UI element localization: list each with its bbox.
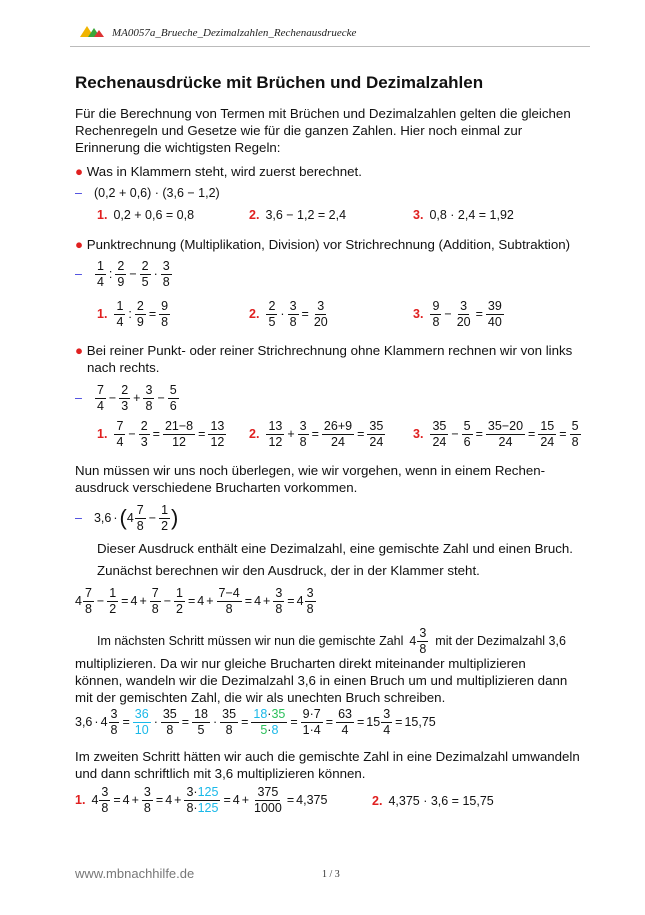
example-3-step-3: 3. $\frac{35}{24}$ − $\frac{5}{6}$ = $\frac{35-20}{24}$ = $\frac{15}{24}$ = $\frac{5}{8}$ xyxy=(413,419,579,449)
example-3-task: – $\frac{7}{4}$ − $\frac{2}{3}$ + $\frac{3}{8}$ − $\frac{5}{6}$ xyxy=(75,383,177,413)
example-2-step-1: 1. $\frac{1}{4}$ : $\frac{2}{9}$ = $\frac{9}{8}$ xyxy=(97,299,169,329)
rule-2: ● Punktrechnung (Multiplikation, Division) vor Strichrechnung (Addition, Subtraktion) xyxy=(75,237,571,252)
example-2-step-2: 2. $\frac{2}{5}$ · $\frac{3}{8}$ = $\frac{3}{20}$ xyxy=(249,299,328,329)
example-2-task: – $\frac{1}{4}$ : $\frac{2}{9}$ − $\frac{2}{5}$ · $\frac{3}{8}$ xyxy=(75,259,170,289)
explain-4: multiplizieren. Da wir nur gleiche Brucharten direkt miteinander multiplizieren können, wandeln wir die Dezimalzahl 3,6 in einen Bruch um und multiplizieren dann mit der gemischten Zahl, die wir als unechten Bruch schreiben. xyxy=(75,656,568,705)
explain-2: Zunächst berechnen wir den Ausdruck, der in der Klammer steht. xyxy=(97,563,480,578)
example-1-step-3: 3. 0,8 · 2,4 = 1,92 xyxy=(413,208,514,222)
example-3-step-2: 2. $\frac{13}{12}$ + $\frac{3}{8}$ = $\frac{26+9}{24}$ = $\frac{35}{24}$ xyxy=(249,419,384,449)
page-number: 1 / 3 xyxy=(322,869,340,880)
example-1-task: – (0,2 + 0,6) · (3,6 − 1,2) xyxy=(75,186,220,200)
header-divider xyxy=(70,46,590,47)
example-1-step-2: 2. 3,6 − 1,2 = 2,4 xyxy=(249,208,347,222)
example-2-step-3: 3. $\frac{9}{8}$ − $\frac{3}{20}$ = $\frac{39}{40}$ xyxy=(413,299,502,329)
footer-website[interactable]: www.mbnachhilfe.de xyxy=(75,866,195,881)
multiplication-calculation: 3,6 · 4 $\frac{3}{8}$ = $\frac{36}{10}$ · $\frac{35}{8}$ = $\frac{18}{5}$ · $\frac{35}{8}$ = $\frac{18\cdot 35}{5\cdot 8}$ = $\frac{9\cdot 7}{1\cdot 4}$ = $\frac{63}{4}$ = 15 $\frac{3}{4}$ = 15,75 xyxy=(75,707,436,737)
explain-5: Im zweiten Schritt hätten wir auch die gemischte Zahl in eine Dezimalzahl umwandeln und dann schriftlich mit 3,6 multiplizieren können. xyxy=(75,749,580,781)
page-title: Rechenausdrücke mit Brüchen und Dezimalzahlen xyxy=(75,73,484,92)
document-id: MA0057a_Brueche_Dezimalzahlen_Rechenausdruecke xyxy=(112,27,357,39)
rule-1: ● Was in Klammern steht, wird zuerst berechnet. xyxy=(75,164,362,179)
bracket-calculation: 4 $\frac{7}{8}$ − $\frac{1}{2}$ = 4 + $\frac{7}{8}$ − $\frac{1}{2}$ = 4 + $\frac{7-4}{8}$ = 4 + $\frac{3}{8}$ = 4 $\frac{3}{8}$ xyxy=(75,586,314,616)
decimal-step-2: 2. 4,375 · 3,6 = 15,75 xyxy=(372,794,494,808)
example-4-task: – 3,6 · ( 4 $\frac{7}{8}$ − $\frac{1}{2}$ ) xyxy=(75,503,179,533)
intro-paragraph: Für die Berechnung von Termen mit Brüchen und Dezimalzahlen gelten die gleichen Rechenregeln und Gesetze wie für die ganzen Zahlen. Hier noch einmal zur Erinnerung die wichtigsten Regeln: xyxy=(75,106,571,155)
explain-1: Dieser Ausdruck enthält eine Dezimalzahl, eine gemischte Zahl und einen Bruch. xyxy=(97,541,573,556)
example-1-step-1: 1. 0,2 + 0,6 = 0,8 xyxy=(97,208,195,222)
rule-3: ● Bei reiner Punkt- oder reiner Strichrechnung ohne Klammern rechnen wir von links nach rechts. xyxy=(75,343,573,375)
logo-icon xyxy=(78,24,106,38)
example-3-step-1: 1. $\frac{7}{4}$ − $\frac{2}{3}$ = $\frac{21-8}{12}$ = $\frac{13}{12}$ xyxy=(97,419,225,449)
mixed-intro: Nun müssen wir uns noch überlegen, wie wir vorgehen, wenn in einem Rechen- ausdruck verschiedene Brucharten vorkommen. xyxy=(75,463,546,495)
decimal-step-1: 1. 4 $\frac{3}{8}$ = 4 + $\frac{3}{8}$ = 4 + $\frac{3\cdot 125}{8\cdot 125}$ = 4 + $\frac{375}{1000}$ = 4,375 xyxy=(75,785,328,815)
explain-3: Im nächsten Schritt müssen wir nun die gemischte Zahl 4 $\frac{3}{8}$ mit der Dezimalzahl 3,6 xyxy=(97,626,566,656)
